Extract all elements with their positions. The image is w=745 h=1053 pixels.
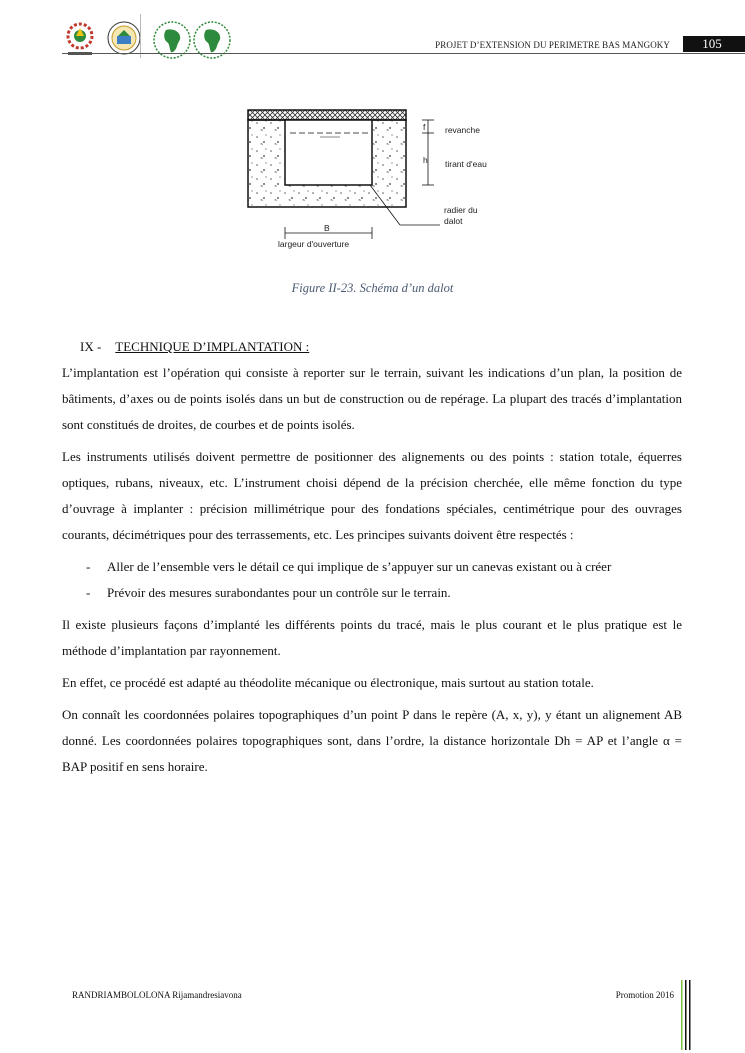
paragraph-4: En effet, ce procédé est adapté au théodolite mécanique ou électronique, mais surtout au station totale. (62, 675, 594, 690)
list-item-text: Prévoir des mesures surabondantes pour un contrôle sur le terrain. (107, 585, 451, 600)
header-logo-divider (140, 14, 141, 58)
header-title: PROJET D’EXTENSION DU PERIMETRE BAS MANGOKY (435, 40, 670, 50)
african-development-fund-logo-icon (192, 20, 232, 60)
footer-decorative-bars (680, 980, 692, 1050)
page-number: 105 (683, 36, 745, 52)
label-radier-2: dalot (444, 216, 463, 226)
header-rule (62, 53, 745, 54)
footer-author: RANDRIAMBOLOLONA Rijamandresiavona (72, 990, 242, 1000)
label-b: B (324, 223, 330, 233)
section-title: TECHNIQUE D’IMPLANTATION : (115, 339, 310, 354)
principles-list (62, 554, 682, 606)
cover-slab (248, 110, 406, 120)
label-largeur: largeur d'ouverture (278, 239, 350, 249)
label-tirant: tirant d'eau (445, 159, 487, 169)
ministry-logo-icon (62, 20, 98, 60)
footer-promotion: Promotion 2016 (615, 990, 674, 1000)
list-item (62, 580, 682, 606)
section-heading (80, 339, 309, 355)
bullet-dash: - (86, 559, 91, 574)
paragraph-2: Les instruments utilisés doivent permettre de positionner des alignements ou des points : station totale, équerres optiques, rubans, niveaux, etc. L’instrument choisi dépend de la précision cherchée, elle même fonction du type d’ouvrage à implanter : précision millimétrique pour des fondations spéciales, centimétrique pour des ouvrages courants, décimétriques pour des terrassements, etc. Les principes suivants doivent être respectés : (62, 449, 682, 542)
label-f: f (423, 122, 426, 132)
paragraph-5: On connaît les coordonnées polaires topographiques d’un point P dans le repère (A, x, y), y étant un alignement AB donné. Les coordonnées polaires topographiques sont, dans l’ordre, la distance horizontale Dh = AP et l’angle α = BAP positif en sens horaire. (62, 707, 682, 774)
label-h: h (423, 155, 428, 165)
institute-logo-icon (106, 20, 142, 60)
bullet-dash: - (86, 585, 91, 600)
figure-caption: Figure II-23. Schéma d’un dalot (291, 281, 454, 295)
section-number: IX - (80, 339, 102, 354)
label-revanche: revanche (445, 125, 480, 135)
label-radier-1: radier du (444, 205, 478, 215)
header-logos (62, 20, 242, 62)
list-item-text: Aller de l’ensemble vers le détail ce qui implique de s’appuyer sur un canevas existant ou à créer (107, 559, 612, 574)
dalot-schematic-figure (240, 105, 520, 255)
opening (285, 120, 372, 185)
dalot-diagram (240, 105, 520, 255)
list-item (62, 554, 682, 580)
paragraph-3: Il existe plusieurs façons d’implanté les différents points du tracé, mais le plus courant et le plus pratique est le méthode d’implantation par rayonnement. (62, 617, 682, 658)
body-text (62, 360, 682, 786)
african-development-bank-logo-icon (152, 20, 192, 60)
paragraph-1: L’implantation est l’opération qui consiste à reporter sur le terrain, suivant les indications d’un plan, la position de bâtiments, d’axes ou de points isolés dans un but de construction ou de repérage. La plupart des tracés d’implantation sont constitués de droites, de courbes et de points isolés. (62, 365, 682, 432)
